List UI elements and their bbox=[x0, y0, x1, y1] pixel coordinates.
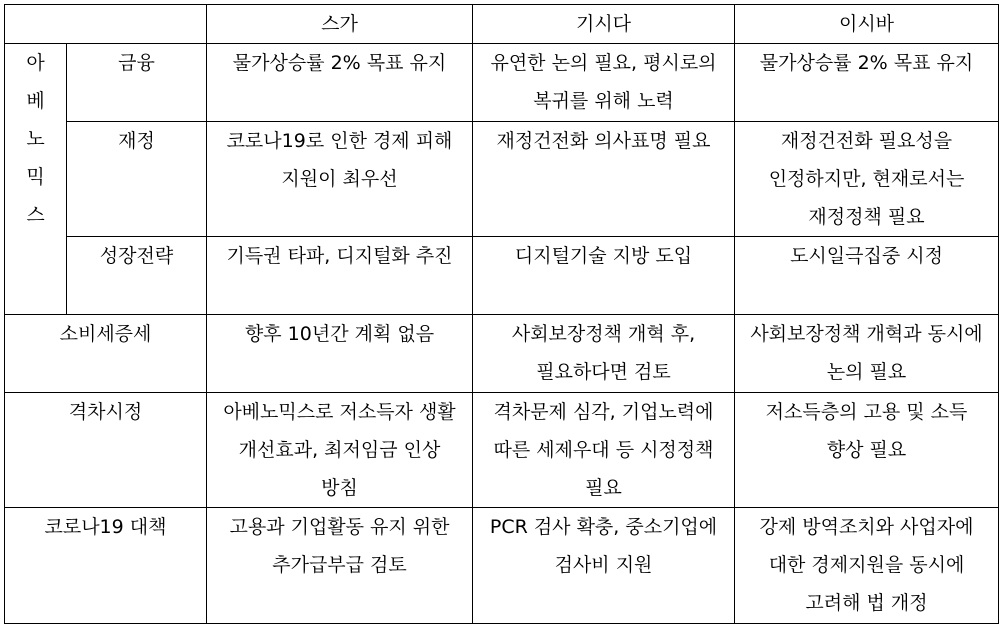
row-label-fiscal: 재정 bbox=[67, 122, 207, 237]
abenomics-char-3: 노 bbox=[26, 128, 45, 150]
cell-covid-suga: 고용과 기업활동 유지 위한 추가급부급 검토 bbox=[207, 508, 473, 624]
cell-finance-ishiba: 물가상승률 2% 목표 유지 bbox=[735, 44, 999, 122]
table-row-consumption-tax bbox=[5, 315, 999, 393]
cell-consumption-tax-ishiba: 사회보장정책 개혁과 동시에 논의 필요 bbox=[735, 315, 999, 393]
row-label-consumption-tax: 소비세증세 bbox=[5, 315, 207, 393]
cell-inequality-suga: 아베노믹스로 저소득자 생활 개선효과, 최저임금 인상 방침 bbox=[207, 393, 473, 508]
header-suga: 스가 bbox=[207, 5, 473, 44]
row-label-inequality: 격차시정 bbox=[5, 393, 207, 508]
comparison-table-container bbox=[4, 4, 999, 624]
cell-fiscal-suga: 코로나19로 인한 경제 피해 지원이 최우선 bbox=[207, 122, 473, 237]
cell-consumption-tax-suga: 향후 10년간 계획 없음 bbox=[207, 315, 473, 393]
cell-inequality-kishida: 격차문제 심각, 기업노력에 따른 세제우대 등 시정정책 필요 bbox=[473, 393, 735, 508]
abenomics-group-label bbox=[5, 44, 67, 315]
abenomics-char-2: 베 bbox=[26, 90, 45, 112]
row-label-growth: 성장전략 bbox=[67, 237, 207, 315]
abenomics-char-1: 아 bbox=[26, 52, 45, 74]
abenomics-char-5: 스 bbox=[26, 204, 45, 226]
cell-covid-ishiba: 강제 방역조치와 사업자에 대한 경제지원을 동시에 고려해 법 개정 bbox=[735, 508, 999, 624]
cell-inequality-ishiba: 저소득층의 고용 및 소득 향상 필요 bbox=[735, 393, 999, 508]
table-row-finance bbox=[5, 44, 999, 122]
table-row-covid bbox=[5, 508, 999, 624]
header-corner-cell bbox=[5, 5, 207, 44]
table-row-fiscal bbox=[5, 122, 999, 237]
row-label-covid: 코로나19 대책 bbox=[5, 508, 207, 624]
row-label-finance: 금융 bbox=[67, 44, 207, 122]
policy-comparison-table bbox=[4, 4, 999, 624]
cell-growth-suga: 기득권 타파, 디지털화 추진 bbox=[207, 237, 473, 315]
header-kishida: 기시다 bbox=[473, 5, 735, 44]
cell-growth-ishiba: 도시일극집중 시정 bbox=[735, 237, 999, 315]
cell-finance-kishida: 유연한 논의 필요, 평시로의 복귀를 위해 노력 bbox=[473, 44, 735, 122]
header-ishiba: 이시바 bbox=[735, 5, 999, 44]
cell-covid-kishida: PCR 검사 확충, 중소기업에 검사비 지원 bbox=[473, 508, 735, 624]
table-row-growth bbox=[5, 237, 999, 315]
cell-growth-kishida: 디지털기술 지방 도입 bbox=[473, 237, 735, 315]
table-row-inequality bbox=[5, 393, 999, 508]
cell-finance-suga: 물가상승률 2% 목표 유지 bbox=[207, 44, 473, 122]
cell-consumption-tax-kishida: 사회보장정책 개혁 후, 필요하다면 검토 bbox=[473, 315, 735, 393]
header-row bbox=[5, 5, 999, 44]
cell-fiscal-ishiba: 재정건전화 필요성을 인정하지만, 현재로서는 재정정책 필요 bbox=[735, 122, 999, 237]
cell-fiscal-kishida: 재정건전화 의사표명 필요 bbox=[473, 122, 735, 237]
abenomics-char-4: 믹 bbox=[26, 166, 45, 188]
